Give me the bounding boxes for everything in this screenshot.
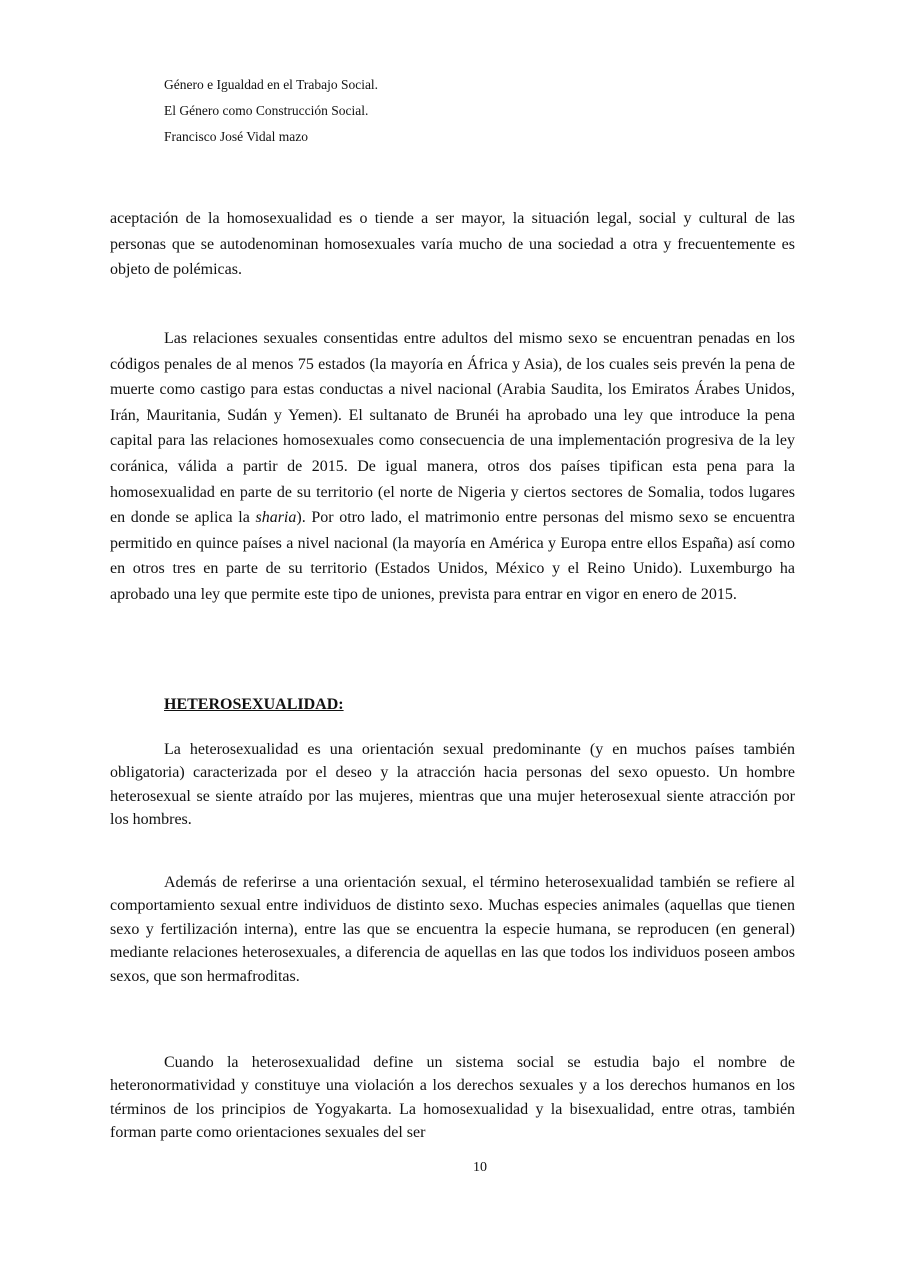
- page-number: 10: [473, 1160, 487, 1175]
- paragraph-social-system: Cuando la heterosexualidad define un sistema social se estudia bajo el nombre de heteronormatividad y constituye una violación a los derechos sexuales y a los derechos humanos en los términos de los principios de Yogyakarta. La homosexualidad y la bisexualidad, entre otras, también forman parte como orientaciones sexuales del ser: [110, 1054, 795, 1142]
- paragraph-italic-term: sharia: [255, 509, 297, 527]
- paragraph-continuation: aceptación de la homosexualidad es o tiende a ser mayor, la situación legal, social y cultural de las personas que se autodenominan homosexuales varía mucho de una sociedad a otra y frecuentemente es objeto de polémicas.: [110, 210, 795, 279]
- paragraph-behavior: Además de referirse a una orientación sexual, el término heterosexualidad también se refiere al comportamiento sexual entre individuos de distinto sexo. Muchas especies animales (aquellas que tienen sexo y fertilización interna), entre las que se encuentra la especie humana, se reproducen (en general) mediante relaciones heterosexuales, a diferencia de aquellas en las que todos los individuos poseen ambos sexos, que son hermafroditas.: [110, 874, 795, 985]
- section-heading: HETEROSEXUALIDAD:: [164, 696, 344, 713]
- header-author: Francisco José Vidal mazo: [164, 129, 309, 144]
- running-header: [164, 72, 378, 150]
- paragraph-legal-status: [110, 326, 795, 608]
- paragraph-text: Las relaciones sexuales consentidas entre adultos del mismo sexo se encuentran penadas en los códigos penales de al menos 75 estados (la mayoría en África y Asia), de los cuales seis prevén la pena de muerte como castigo para estas conductas a nivel nacional (Arabia Saudita, los Emiratos Árabes Unidos, Irán, Mauritania, Sudán y Yemen). El sultanato de Brunéi ha aprobado una ley que introduce la pena capital para las relaciones homosexuales como consecuencia de una implementación progresiva de la ley coránica, válida a partir de 2015. De igual manera, otros dos países tipifican esta pena para la homosexualidad en parte de su territorio (el norte de Nigeria y ciertos sectores de Somalia, todos lugares en donde se aplica la: [110, 330, 795, 527]
- header-title: Género e Igualdad en el Trabajo Social.: [164, 77, 379, 92]
- paragraph-definition: La heterosexualidad es una orientación sexual predominante (y en muchos países también obligatoria) caracterizada por el deseo y la atracción hacia personas del sexo opuesto. Un hombre heterosexual se siente atraído por las mujeres, mientras que una mujer heterosexual siente atracción por los hombres.: [110, 741, 795, 829]
- header-subtitle: El Género como Construcción Social.: [164, 103, 369, 118]
- paragraph-text: ). Por otro lado, el matrimonio entre personas del mismo sexo se encuentra permitido en quince países a nivel nacional (la mayoría en América y Europa entre ellos España) así como en otros tres en parte de su territorio (Estados Unidos, México y el Reino Unido). Luxemburgo ha aprobado una ley que permite este tipo de uniones, prevista para entrar en vigor en enero de 2015.: [110, 509, 796, 603]
